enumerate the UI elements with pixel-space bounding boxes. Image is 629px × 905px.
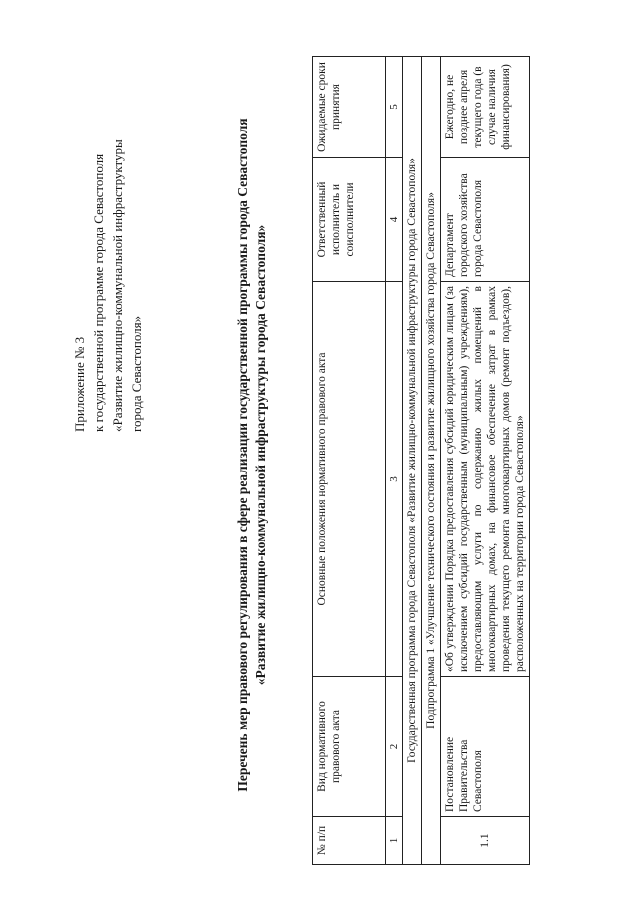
row-executor: Департамент городского хозяйства города Севастополя: [441, 158, 530, 282]
appendix-line-3: «Развитие жилищно-коммунальной инфраструктуры: [110, 139, 125, 432]
header-executor: Ответственный исполнитель и соисполнители: [313, 158, 386, 282]
header-deadline: Ожидаемые сроки принятия: [313, 57, 386, 158]
subprogram-title: Подпрограмма 1 «Улучшение технического состояния и развитие жилищного хозяйства города Севастополя»: [422, 57, 441, 865]
table-row: [441, 57, 530, 865]
column-number: 1: [386, 817, 403, 865]
column-number: 5: [386, 57, 403, 158]
regulation-table: [312, 56, 530, 865]
document-title: [234, 75, 270, 835]
column-number: 3: [386, 282, 403, 677]
appendix-line-2: к государственной программе города Севастополя: [91, 153, 106, 432]
header-act-type: Вид нормативного правового акта: [313, 677, 386, 817]
table-header-row: [313, 57, 386, 865]
row-number: 1.1: [441, 817, 530, 865]
program-row: [403, 57, 422, 865]
column-number: 4: [386, 158, 403, 282]
subprogram-row: [422, 57, 441, 865]
header-provisions: Основные положения нормативного правового акта: [313, 282, 386, 677]
program-title: Государственная программа города Севастополя «Развитие жилищно-коммунальной инфраструктуры города Севастополя»: [403, 57, 422, 865]
column-numbers-row: [386, 57, 403, 865]
row-deadline: Ежегодно, не позднее апреля текущего года (в случае наличия финансирования): [441, 57, 530, 158]
row-act-type: Постановление Правительства Севастополя: [441, 677, 530, 817]
title-line-1: Перечень мер правового регулирования в сфере реализации государственной программы города Севастополя: [235, 118, 250, 792]
appendix-note: [70, 32, 146, 432]
appendix-line-4: города Севастополя»: [129, 315, 144, 432]
title-line-2: «Развитие жилищно-коммунальной инфраструктуры города Севастополя»: [253, 224, 268, 686]
header-num: № п/п: [313, 817, 386, 865]
column-number: 2: [386, 677, 403, 817]
row-provisions: «Об утверждении Порядка предоставления субсидий юридическим лицам (за исключением субсидий государственным (муниципальным) учреждениям), предоставляющим услуги по содержанию жилых помещений в многоквартирных домах, на финансовое обеспечение затрат в рамках проведения текущего ремонта многоквартирных домов (ремонт подъездов), расположенных на территории города Севастополя»: [441, 282, 530, 677]
appendix-line-1: Приложение № 3: [72, 336, 87, 432]
